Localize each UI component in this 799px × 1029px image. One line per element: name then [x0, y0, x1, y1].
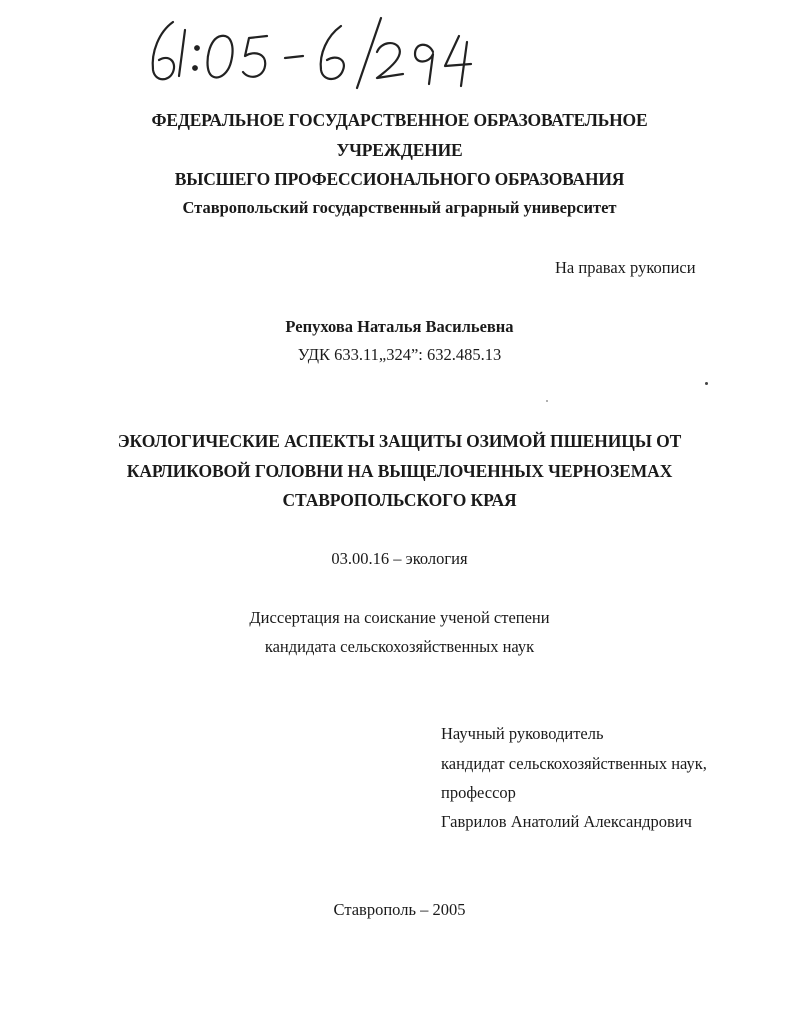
author-name: Репухова Наталья Васильевна: [285, 317, 514, 336]
supervisor-name: Гаврилов Анатолий Александрович: [441, 812, 692, 831]
institution-header-line-2: УЧРЕЖДЕНИЕ: [336, 140, 463, 160]
specialty-code: 03.00.16 – экология: [331, 549, 468, 568]
supervisor-degree: кандидат сельскохозяйственных наук,: [441, 754, 707, 773]
institution-header-line-1: ФЕДЕРАЛЬНОЕ ГОСУДАРСТВЕННОЕ ОБРАЗОВАТЕЛЬНОЕ: [151, 110, 648, 130]
supervisor-title: профессор: [441, 783, 516, 802]
degree-statement-line-1: Диссертация на соискание ученой степени: [249, 608, 550, 627]
dissertation-title-line-3: СТАВРОПОЛЬСКОГО КРАЯ: [282, 490, 517, 510]
degree-statement-line-2: кандидата сельскохозяйственных наук: [264, 637, 535, 656]
dissertation-title-line-1: ЭКОЛОГИЧЕСКИЕ АСПЕКТЫ ЗАЩИТЫ ОЗИМОЙ ПШЕНИЦЫ ОТ: [117, 431, 682, 451]
handwritten-archive-code: [145, 12, 485, 90]
place-and-year: Ставрополь – 2005: [333, 900, 466, 919]
udc-code: УДК 633.11„324”: 632.485.13: [297, 345, 502, 364]
institution-header-line-3: ВЫСШЕГО ПРОФЕССИОНАЛЬНОГО ОБРАЗОВАНИЯ: [174, 169, 625, 189]
supervisor-label: Научный руководитель: [441, 724, 604, 743]
scan-speck: [546, 400, 548, 402]
manuscript-rights-note: На правах рукописи: [555, 258, 696, 277]
scan-speck: [705, 382, 708, 385]
university-name: Ставропольский государственный аграрный университет: [182, 198, 617, 217]
dissertation-title-line-2: КАРЛИКОВОЙ ГОЛОВНИ НА ВЫЩЕЛОЧЕННЫХ ЧЕРНОЗЕМАХ: [126, 461, 673, 481]
